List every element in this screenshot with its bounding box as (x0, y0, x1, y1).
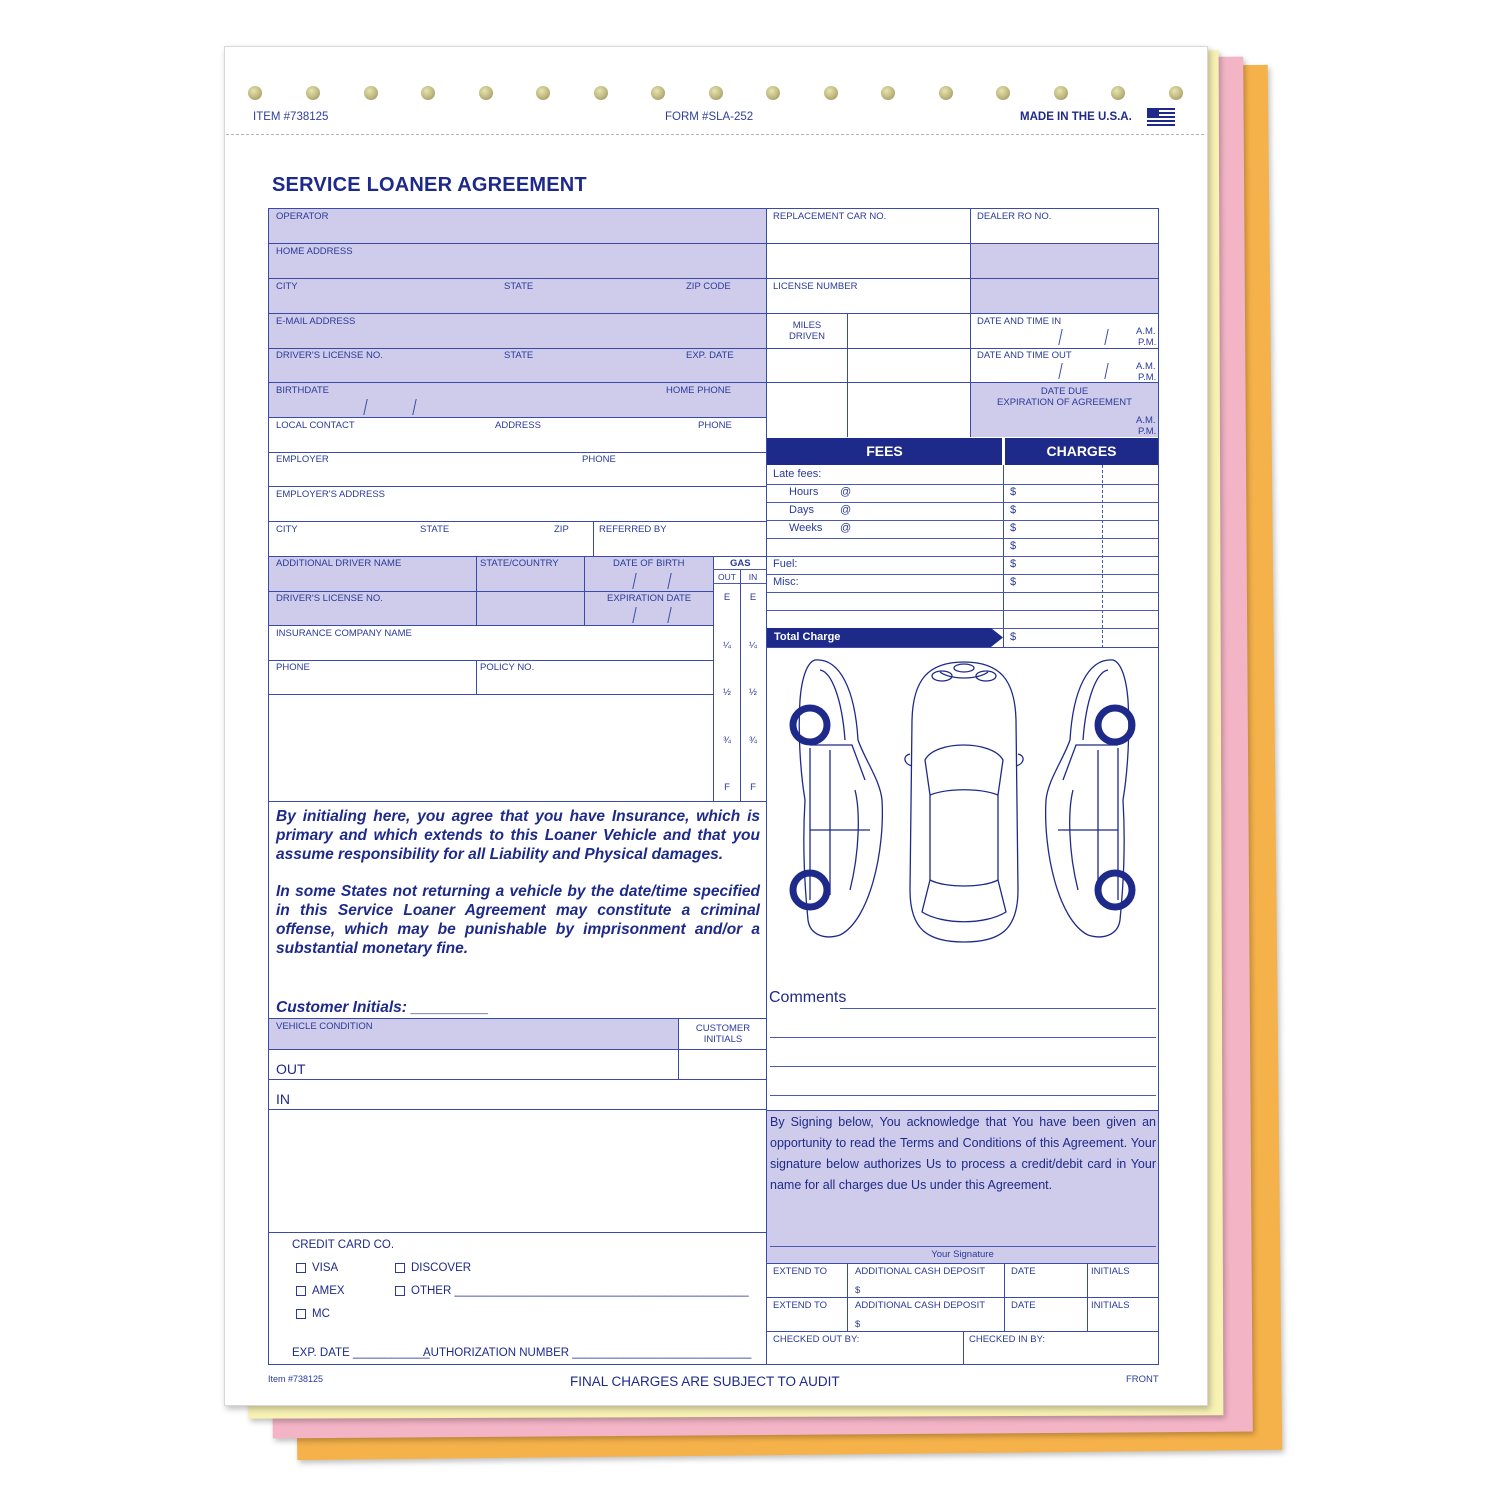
front-label: FRONT (1126, 1374, 1159, 1385)
extend-to-label-1: EXTEND TO (773, 1266, 828, 1277)
customer-initials-column-label: CUSTOMER INITIALS (695, 1023, 751, 1045)
gas-out-empty: E (723, 592, 731, 603)
late-fees-label: Late fees: (773, 468, 822, 480)
home-phone-label: HOME PHONE (666, 385, 731, 396)
gas-in-label: IN (748, 572, 758, 582)
car-damage-diagram (770, 650, 1158, 950)
local-contact-label: LOCAL CONTACT (276, 420, 355, 431)
employer-label: EMPLOYER (276, 454, 329, 465)
hole-icon (881, 86, 895, 100)
state-label: STATE (504, 281, 534, 292)
gas-out-label: OUT (718, 572, 736, 582)
perforation-line (226, 134, 1204, 135)
hole-icon (939, 86, 953, 100)
insurance-company-label: INSURANCE COMPANY NAME (276, 628, 412, 639)
additional-cash-deposit-label-2: ADDITIONAL CASH DEPOSIT (855, 1300, 986, 1311)
fuel-dollar: $ (1010, 558, 1017, 570)
policy-no-label: POLICY NO. (480, 662, 535, 673)
hours-dollar: $ (1010, 486, 1017, 498)
employer-city-label: CITY (276, 524, 298, 535)
misc-dollar: $ (1010, 576, 1017, 588)
fees-header: FEES (767, 438, 1002, 465)
local-phone-label: PHONE (698, 420, 732, 431)
expiration-of-agreement-label: EXPIRATION OF AGREEMENT (997, 397, 1132, 408)
additional-cash-deposit-label-1: ADDITIONAL CASH DEPOSIT (855, 1266, 986, 1277)
home-address-label: HOME ADDRESS (276, 246, 353, 257)
car-top-view-icon (905, 662, 1023, 942)
hole-icon (594, 86, 608, 100)
total-dollar: $ (1010, 631, 1017, 643)
date-of-birth-label: DATE OF BIRTH (613, 558, 685, 569)
extend-initials-label-1: INITIALS (1091, 1266, 1130, 1277)
gas-out-three-quarter: ¾ (723, 735, 731, 746)
insurance-agreement-text: By initialing here, you agree that you have Insurance, which is primary and which extends to this Loaner Vehicle and that you assume responsibility for all Liability and Physical damages. (276, 808, 760, 863)
in-pm-label: P.M. (1138, 337, 1157, 348)
referred-by-label: REFERRED BY (599, 524, 667, 535)
state-country-label: STATE/COUNTRY (480, 558, 559, 569)
extra-dollar: $ (1010, 540, 1017, 552)
gas-in-empty: E (749, 592, 757, 603)
hole-icon (306, 86, 320, 100)
employer-state-label: STATE (420, 524, 450, 535)
form-title: SERVICE LOANER AGREEMENT (272, 174, 587, 196)
total-charge-label: Total Charge (774, 631, 841, 643)
us-flag-icon (1147, 108, 1175, 126)
hole-icon (1054, 86, 1068, 100)
date-due-label: DATE DUE (1040, 386, 1089, 397)
gas-in-half: ½ (749, 687, 757, 698)
out-pm-label: P.M. (1138, 372, 1157, 383)
due-pm-label: P.M. (1138, 426, 1157, 437)
deposit-dollar-1: $ (855, 1285, 861, 1296)
extend-date-label-1: DATE (1011, 1266, 1036, 1277)
dealer-ro-label: DEALER RO NO. (977, 211, 1052, 222)
card-exp-date-field[interactable]: EXP. DATE ____________ (292, 1347, 430, 1359)
extend-to-label-2: EXTEND TO (773, 1300, 828, 1311)
additional-driver-license-label: DRIVER'S LICENSE NO. (276, 593, 383, 604)
license-state-label: STATE (504, 350, 534, 361)
checked-in-by-label: CHECKED IN BY: (969, 1334, 1046, 1345)
days-label: Days (789, 504, 815, 516)
item-number: ITEM #738125 (253, 111, 329, 123)
authorization-number-field[interactable]: AUTHORIZATION NUMBER ____________________________ (423, 1347, 752, 1359)
checkbox-icon[interactable] (296, 1263, 306, 1273)
vehicle-condition-label: VEHICLE CONDITION (276, 1021, 373, 1032)
made-in-usa: MADE IN THE U.S.A. (1020, 111, 1132, 123)
checkbox-icon[interactable] (395, 1263, 405, 1273)
days-dollar: $ (1010, 504, 1017, 516)
due-am-label: A.M. (1136, 415, 1156, 426)
birthdate-label: BIRTHDATE (276, 385, 329, 396)
hole-icon (1169, 86, 1183, 100)
car-left-side-icon (793, 660, 882, 937)
deposit-dollar-2: $ (855, 1319, 861, 1330)
fuel-label: Fuel: (773, 558, 798, 570)
gas-title: GAS (730, 558, 751, 569)
hole-icon (824, 86, 838, 100)
zip-code-label: ZIP CODE (686, 281, 731, 292)
checkbox-icon[interactable] (296, 1286, 306, 1296)
employer-zip-label: ZIP (554, 524, 569, 535)
employers-address-label: EMPLOYER'S ADDRESS (276, 489, 385, 500)
condition-in-label: IN (276, 1091, 290, 1107)
city-label: CITY (276, 281, 298, 292)
footer-item-number: Item #738125 (268, 1374, 324, 1384)
acknowledgement-text: By Signing below, You acknowledge that You have been given an opportunity to read the Terms and Conditions of this Agreement. Your signature below authorizes Us to process a credit/debit card in Your name for all charges due Us under this Agreement. (770, 1115, 1156, 1192)
weeks-dollar: $ (1010, 522, 1017, 534)
license-number-label: LICENSE NUMBER (773, 281, 858, 292)
gas-in-three-quarter: ¾ (749, 735, 757, 746)
checked-out-by-label: CHECKED OUT BY: (773, 1334, 860, 1345)
exp-date-label: EXP. DATE (686, 350, 734, 361)
operator-label: OPERATOR (276, 211, 329, 222)
extend-initials-label-2: INITIALS (1091, 1300, 1130, 1311)
hole-icon (766, 86, 780, 100)
employer-phone-label: PHONE (582, 454, 616, 465)
other-option[interactable]: OTHER ______________________________________________ (395, 1285, 749, 1297)
additional-driver-label: ADDITIONAL DRIVER NAME (276, 558, 402, 569)
hole-icon (996, 86, 1010, 100)
gas-out-full: F (724, 782, 730, 793)
email-label: E-MAIL ADDRESS (276, 316, 356, 327)
amex-option[interactable]: AMEX (296, 1285, 345, 1297)
car-right-side-icon (1046, 660, 1132, 937)
drivers-license-label: DRIVER'S LICENSE NO. (276, 350, 383, 361)
hole-icon (479, 86, 493, 100)
hole-icon (364, 86, 378, 100)
hole-icon (709, 86, 723, 100)
gas-out-half: ½ (723, 687, 731, 698)
weeks-at: @ (840, 522, 852, 534)
comments-label: Comments (769, 989, 847, 1006)
gas-in-full: F (750, 782, 756, 793)
gas-in-quarter: ¼ (749, 640, 757, 651)
credit-card-title: CREDIT CARD CO. (292, 1239, 395, 1251)
hole-icon (536, 86, 550, 100)
hours-label: Hours (789, 486, 819, 498)
misc-label: Misc: (773, 576, 799, 588)
date-time-out-label: DATE AND TIME OUT (977, 350, 1072, 361)
discover-option[interactable]: DISCOVER (395, 1262, 471, 1274)
customer-initials-field[interactable]: Customer Initials: _________ (276, 999, 489, 1016)
replacement-car-label: REPLACEMENT CAR NO. (773, 211, 887, 222)
charges-header: CHARGES (1005, 438, 1158, 465)
miles-driven-label: MILES DRIVEN (789, 320, 825, 342)
mc-option[interactable]: MC (296, 1308, 330, 1320)
hole-icon (1111, 86, 1125, 100)
visa-option[interactable]: VISA (296, 1262, 338, 1274)
gas-out-quarter: ¼ (723, 640, 731, 651)
in-am-label: A.M. (1136, 326, 1156, 337)
out-am-label: A.M. (1136, 361, 1156, 372)
insurance-phone-label: PHONE (276, 662, 310, 673)
your-signature-label: Your Signature (931, 1249, 994, 1260)
date-time-in-label: DATE AND TIME IN (977, 316, 1062, 327)
form-number: FORM #SLA-252 (665, 111, 754, 123)
expiration-date-label: EXPIRATION DATE (607, 593, 692, 604)
checkbox-icon[interactable] (395, 1286, 405, 1296)
final-charges-audit-text: FINAL CHARGES ARE SUBJECT TO AUDIT (570, 1374, 840, 1389)
hole-icon (421, 86, 435, 100)
states-warning-text: In some States not returning a vehicle by the date/time specified in this Service Loaner Agreement may constitute a criminal offense, which may be punishable by imprisonment and/or a substantial monetary fine. (276, 883, 760, 957)
hours-at: @ (840, 486, 852, 498)
local-address-label: ADDRESS (495, 420, 541, 431)
weeks-label: Weeks (789, 522, 823, 534)
days-at: @ (840, 504, 852, 516)
checkbox-icon[interactable] (296, 1309, 306, 1319)
hole-icon (248, 86, 262, 100)
condition-out-label: OUT (276, 1061, 306, 1077)
extend-date-label-2: DATE (1011, 1300, 1036, 1311)
hole-icon (651, 86, 665, 100)
